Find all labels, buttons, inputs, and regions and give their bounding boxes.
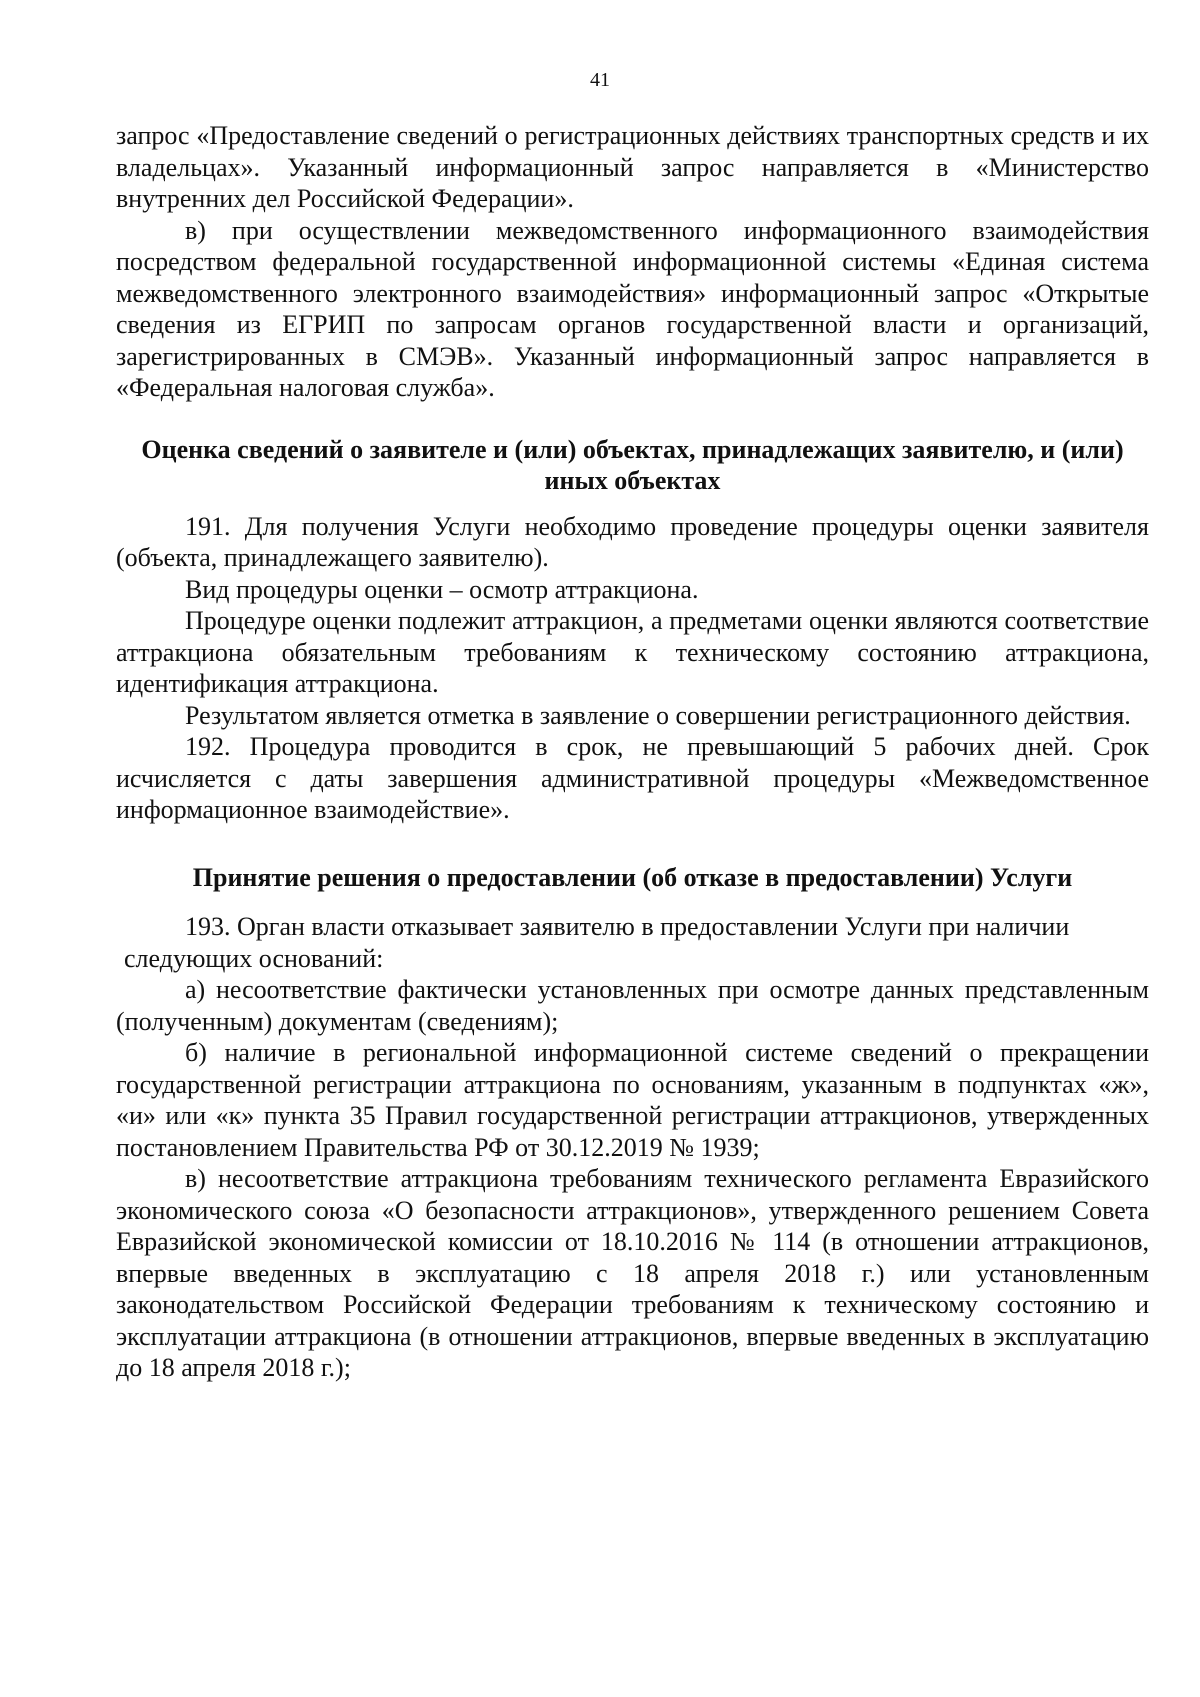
list-item-b: б) наличие в региональной информационной системе сведений о прекращении государственной регистрации аттракциона по основаниям, указанным в подпунктах «ж», «и» или «к» пункта 35 Правил государственной регистрации аттракционов, утвержденных постановлением Правительства РФ от 30.12.2019 № 1939; [116,1038,1149,1162]
paragraph-193-line-2: следующих оснований: [124,943,384,973]
paragraph-continuation: запрос «Предоставление сведений о регистрационных действиях транспортных средств и их владельцах». Указанный информационный запрос направляется в «Министерство внутренних дел Российской Федерации». [116,121,1149,213]
paragraph-193-line-1: 193. Орган власти отказывает заявителю в предоставлении Услуги при наличии [185,912,1070,941]
paragraph-192: 192. Процедура проводится в срок, не превышающий 5 рабочих дней. Срок исчисляется с даты завершения административной процедуры «Межведомственное информационное взаимодействие». [116,732,1149,824]
paragraph-191: 191. Для получения Услуги необходимо проведение процедуры оценки заявителя (объекта, принадлежащего заявителю). [116,511,1149,572]
list-item-v: в) несоответствие аттракциона требованиям технического регламента Евразийского экономического союза «О безопасности аттракционов», утвержденного решением Совета Евразийской экономической комиссии от 18.10.2016 № 114 (в отношении аттракционов, впервые введенных в эксплуатацию с 18 апреля 2018 г.) или установленным законодательством Российской Федерации требованиям к техническому состоянию и эксплуатации аттракциона (в отношении аттракционов, впервые введенных в эксплуатацию до 18 апреля 2018 г.); [116,1164,1149,1382]
section-heading-decision: Принятие решения о предоставлении (об отказе в предоставлении) Услуги [192,862,1073,892]
paragraph-v: в) при осуществлении межведомственного информационного взаимодействия посредством федеральной государственной информационной системы «Единая система межведомственного электронного взаимодействия» информационный запрос «Открытые сведения из ЕГРИП по запросам органов государственной власти и организаций, зарегистрированных в СМЭВ». Указанный информационный запрос направляется в «Федеральная налоговая служба». [116,215,1149,402]
page-number: 41 [590,69,610,91]
document-body [116,120,1149,1384]
list-item-a: а) несоответствие фактически установленных при осмотре данных представленным (полученным) документам (сведениям); [116,975,1149,1036]
paragraph-assessment-type: Вид процедуры оценки – осмотр аттракциона. [185,574,699,604]
paragraph-assessment-subject: Процедуре оценки подлежит аттракцион, а предметами оценки являются соответствие аттракциона обязательным требованиям к техническому состоянию аттракциона, идентификация аттракциона. [116,606,1149,698]
section-heading-assessment: Оценка сведений о заявителе и (или) объектах, принадлежащих заявителю, и (или) иных объектах [141,434,1124,495]
paragraph-result: Результатом является отметка в заявление о совершении регистрационного действия. [185,700,1131,730]
